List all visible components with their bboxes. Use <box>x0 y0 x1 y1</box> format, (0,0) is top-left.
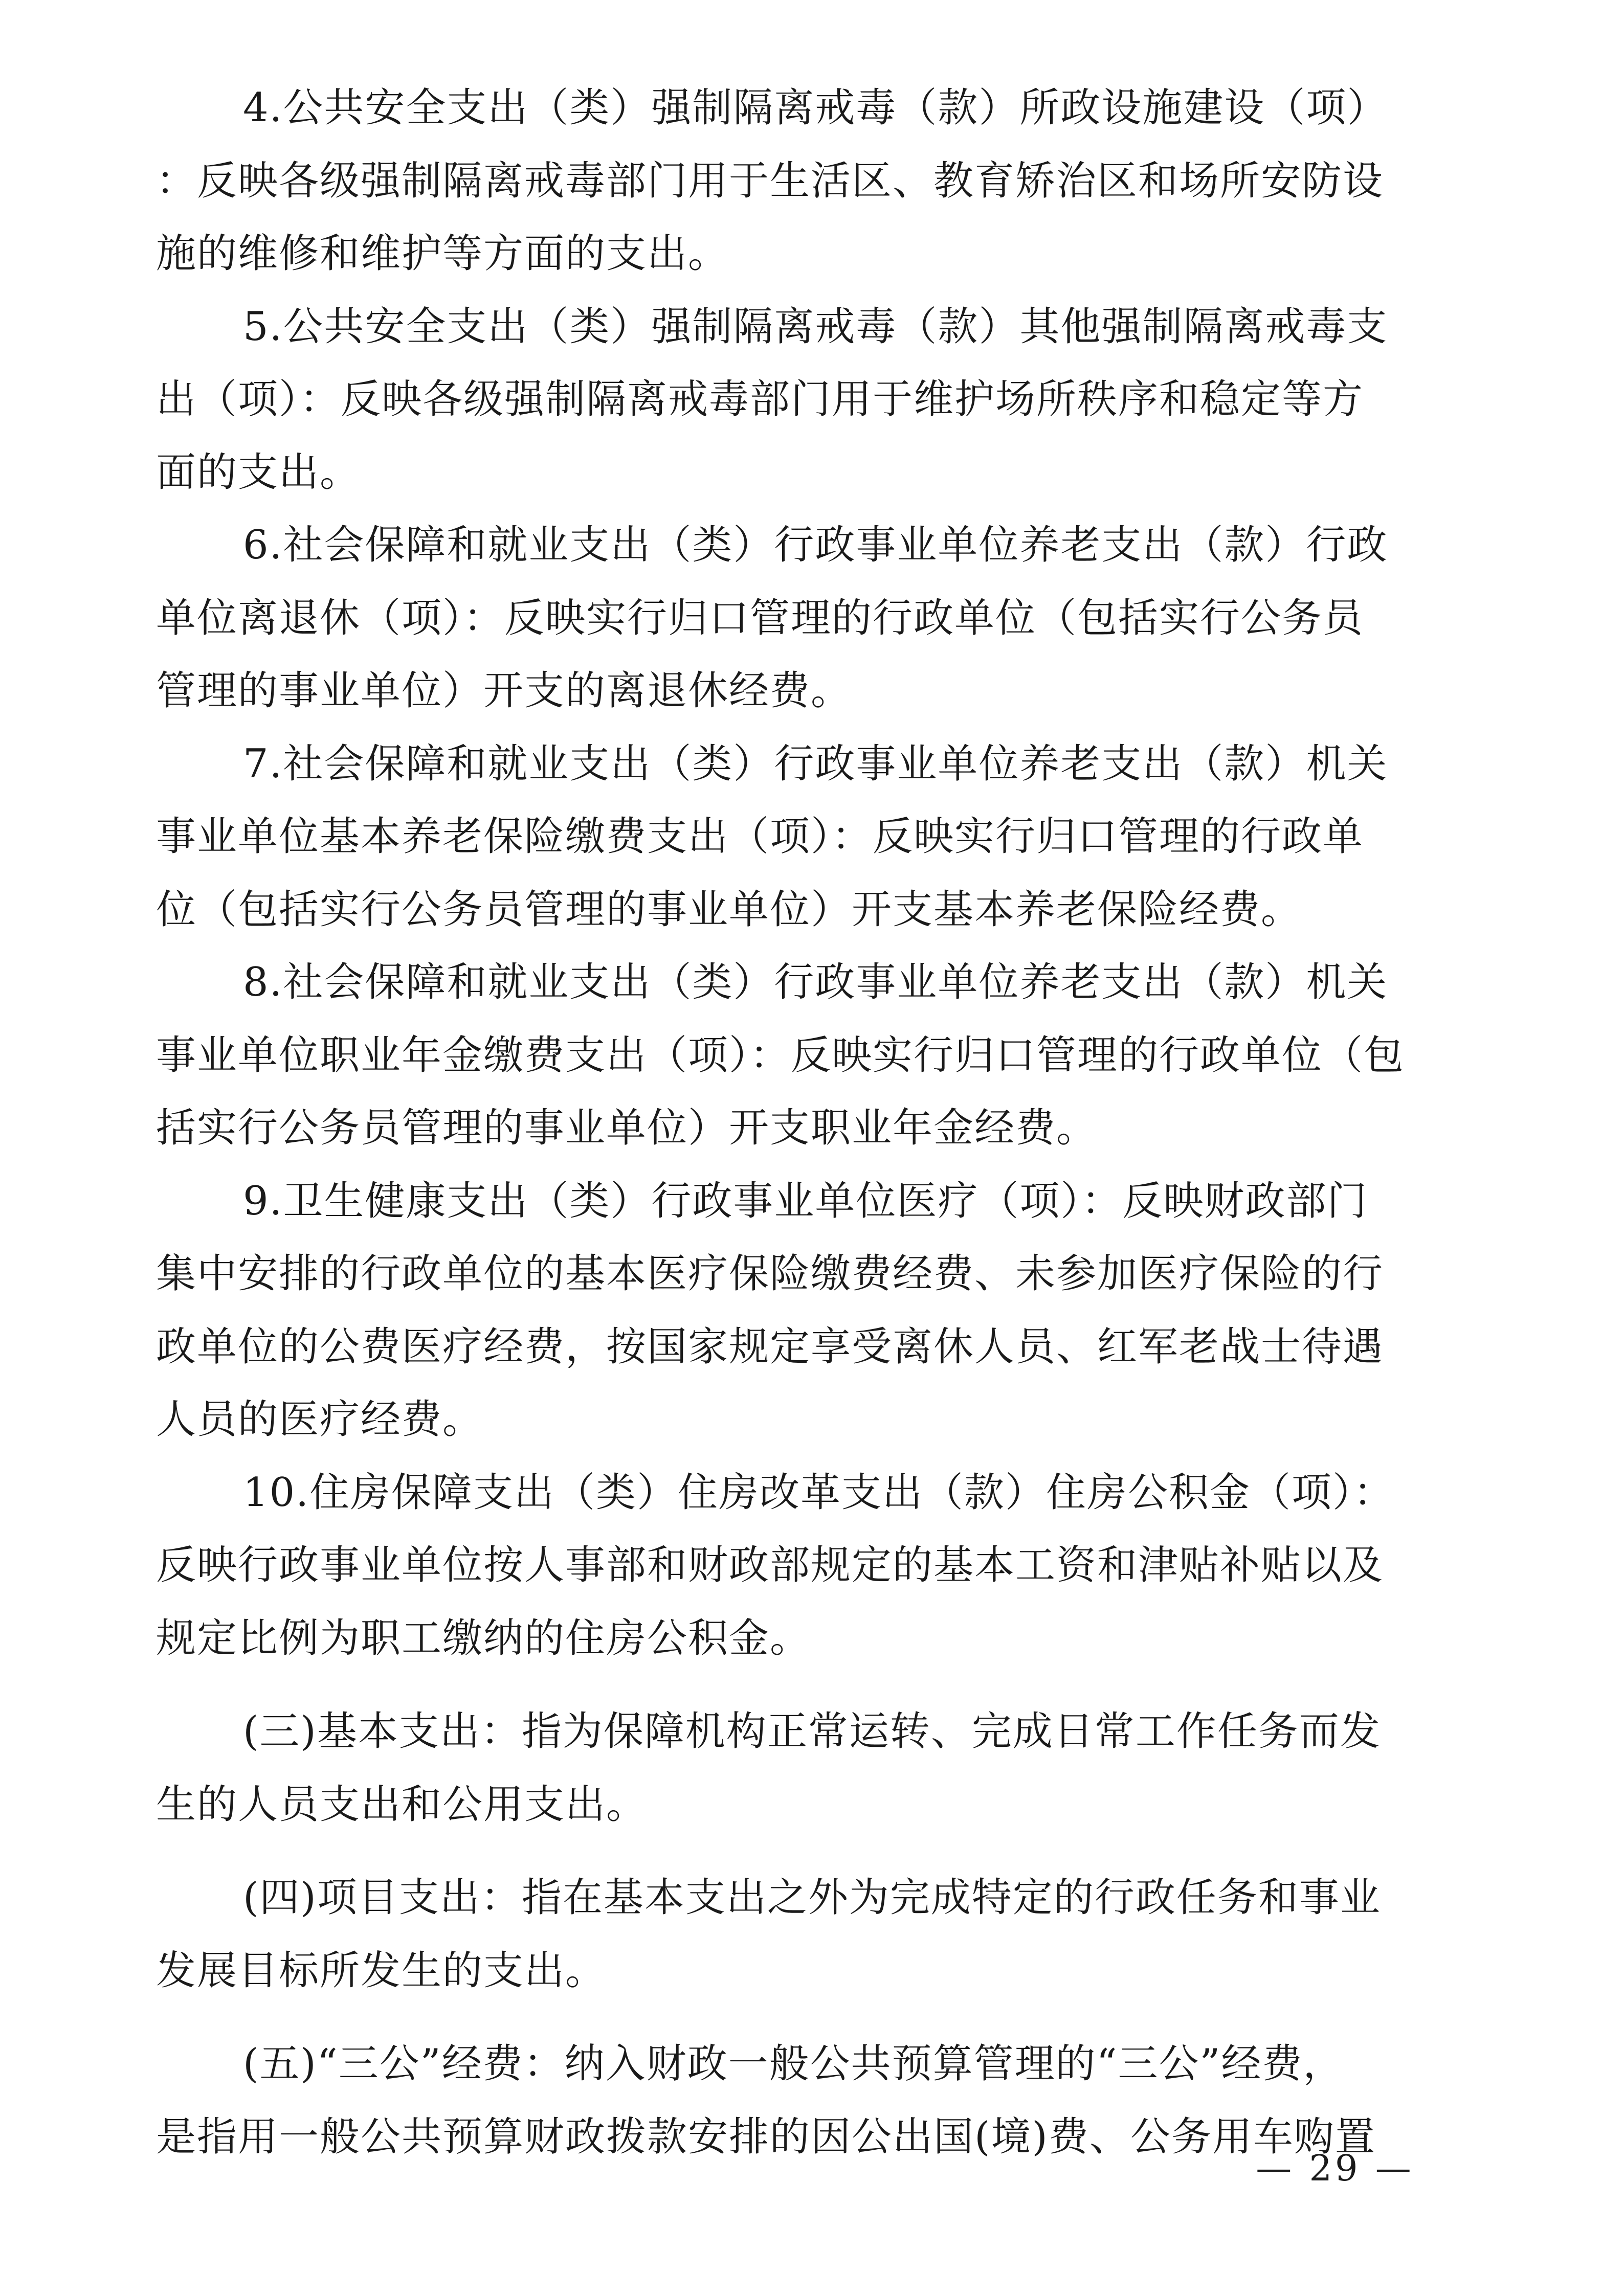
text-line: 9.卫生健康支出（类）行政事业单位医疗（项）：反映财政部门 <box>243 1178 1368 1224</box>
text-line: (四)项目支出：指在基本支出之外为完成特定的行政任务和事业 <box>243 1875 1381 1921</box>
text-line: 事业单位基本养老保险缴费支出（项）：反映实行归口管理的行政单 <box>156 814 1364 860</box>
text-line: (五)“三公”经费：纳入财政一般公共预算管理的“三公”经费， <box>243 2041 1344 2087</box>
paragraph-item-5 <box>156 290 1471 364</box>
text-line: 6.社会保障和就业支出（类）行政事业单位养老支出（款）行政 <box>243 522 1388 568</box>
text-line: 发展目标所发生的支出。 <box>156 1947 607 1994</box>
text-line: 括实行公务员管理的事业单位）开支职业年金经费。 <box>156 1105 1098 1151</box>
paragraph-item-9 <box>156 1165 1471 1238</box>
paragraph-item-4 <box>156 72 1471 145</box>
text-line: 8.社会保障和就业支出（类）行政事业单位养老支出（款）机关 <box>243 959 1388 1005</box>
paragraph-item-10 <box>156 1456 1471 1529</box>
paragraph-item-4-cont <box>156 145 1471 290</box>
text-line: (三)基本支出：指为保障机构正常运转、完成日常工作任务而发 <box>243 1708 1381 1754</box>
text-line: 出（项）：反映各级强制隔离戒毒部门用于维护场所秩序和稳定等方 <box>156 376 1364 422</box>
text-line: 规定比例为职工缴纳的住房公积金。 <box>156 1615 811 1661</box>
text-line: 位（包括实行公务员管理的事业单位）开支基本养老保险经费。 <box>156 886 1302 933</box>
text-line: 生的人员支出和公用支出。 <box>156 1781 648 1828</box>
text-line: 管理的事业单位）开支的离退休经费。 <box>156 668 852 714</box>
text-line: 面的支出。 <box>156 449 361 496</box>
text-line: 单位离退休（项）：反映实行归口管理的行政单位（包括实行公务员 <box>156 595 1364 641</box>
paragraph-section-3-cont <box>156 1768 1471 1841</box>
text-line: 事业单位职业年金缴费支出（项）：反映实行归口管理的行政单位（包 <box>156 1032 1405 1078</box>
paragraph-item-7 <box>156 728 1471 801</box>
text-line: ：反映各级强制隔离戒毒部门用于生活区、教育矫治区和场所安防设 <box>156 157 1384 204</box>
text-line: 10.住房保障支出（类）住房改革支出（款）住房公积金（项）： <box>243 1469 1395 1516</box>
paragraph-item-9-cont <box>156 1237 1471 1456</box>
text-line: 反映行政事业单位按人事部和财政部规定的基本工资和津贴补贴以及 <box>156 1542 1384 1588</box>
text-line: 7.社会保障和就业支出（类）行政事业单位养老支出（款）机关 <box>243 740 1388 787</box>
paragraph-section-5 <box>156 2028 1471 2101</box>
text-line: 政单位的公费医疗经费，按国家规定享受离休人员、红军老战士待遇 <box>156 1323 1384 1370</box>
page-number: — 29 — <box>1256 2147 1414 2189</box>
body-text <box>156 72 1471 2173</box>
paragraph-section-4 <box>156 1861 1471 1934</box>
paragraph-item-6 <box>156 509 1471 582</box>
text-line: 人员的医疗经费。 <box>156 1397 484 1443</box>
paragraph-section-3 <box>156 1695 1471 1768</box>
text-line: 集中安排的行政单位的基本医疗保险缴费经费、未参加医疗保险的行 <box>156 1251 1384 1297</box>
paragraph-item-8-cont <box>156 1019 1471 1165</box>
text-line: 施的维修和维护等方面的支出。 <box>156 231 729 277</box>
text-line: 是指用一般公共预算财政拨款安排的因公出国(境)费、公务用车购置 <box>156 2113 1376 2160</box>
paragraph-item-10-cont <box>156 1529 1471 1675</box>
text-line: 4.公共安全支出（类）强制隔离戒毒（款）所政设施建设（项） <box>243 85 1388 131</box>
paragraph-item-5-cont <box>156 363 1471 509</box>
text-line: 5.公共安全支出（类）强制隔离戒毒（款）其他强制隔离戒毒支 <box>243 303 1388 350</box>
paragraph-item-7-cont <box>156 800 1471 946</box>
paragraph-item-6-cont <box>156 582 1471 728</box>
paragraph-section-4-cont <box>156 1934 1471 2008</box>
paragraph-item-8 <box>156 946 1471 1019</box>
